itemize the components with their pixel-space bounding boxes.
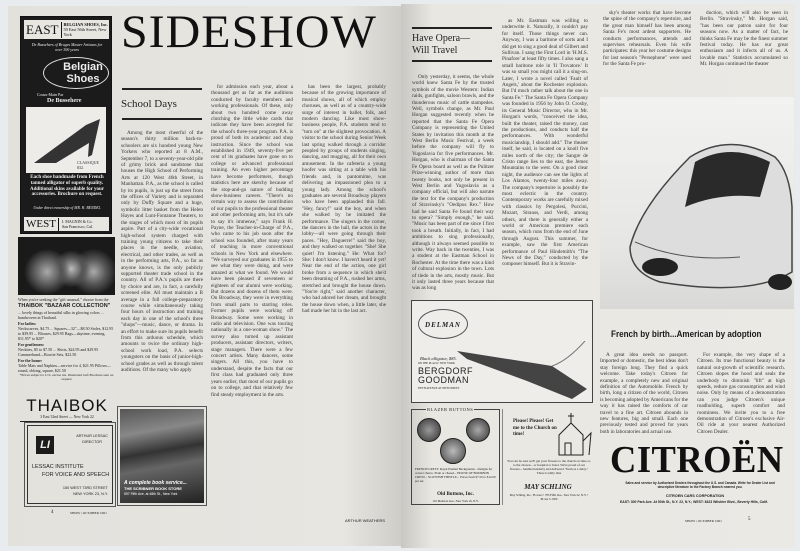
button-image-3 (440, 438, 466, 464)
opera-heading-2: Will Travel (412, 45, 458, 56)
bergdorf-line2: GOODMAN (418, 375, 470, 385)
belgian-shoes-ad (20, 16, 112, 234)
right-page-number: 5 (748, 517, 751, 522)
delman-logo: DELMAN (418, 309, 468, 339)
brand-line2: Shoes (66, 73, 100, 85)
may-schling-ad (502, 409, 593, 505)
gentlemen-head: For gentlemen: (18, 342, 45, 347)
left-folio-issue: SHOW | OCTOBER 1961 (70, 511, 107, 515)
bergdorf-store-line: ON THE PLAZA • NEW YORK (418, 362, 455, 365)
lessac-address-1: 150 WEST 73RD STREET (62, 486, 108, 490)
director-name: ARTHUR LESSAC (76, 434, 108, 438)
thaibok-footnote: *Prices subject to U.S. excise tax. Illustrated Gift Brochure sent on request (19, 373, 114, 381)
citroen-service: Sales and service by Authorized Dealers throughout the U.S. and Canada. Write for Dealer List and descriptive literature to the Factory Branch nearest you. (625, 481, 775, 489)
blazer-address: 110 Madison Ave., New York 16, N.Y. (432, 499, 479, 503)
opera-col4: duction, which will also be seen in Berlin. "Stravinsky," Mr. Horgan said, "has been our patron saint for four seasons now. As a matter of fact, he thinks Santa Fe may be the finest summer festival today. He has our great enthusiasm and it infects all of us. A lovable man." Statistics accumulated so Mr. Horgan continued the theater (700, 10, 788, 68)
home-items: Table Mats and Napkins—service for 4, $21.95 Pillows—round, oblong, square, $21.50 (18, 363, 111, 373)
school-days-col1: Among the most cheerful of the season's thirty million back-to-schoolers are six hundred young New Yorkers who reported at 8 A.M., September 7, to a seventy-year-old pile of grimy brick and sandstone that houses the High School of Performing Arts at 120 West 46th Street, in Manhattan. P.A., as the school is called by its pupils, is just up the street from the offices of Variety and is separated only by Duffy Square and a huge, symbolic litter basket from the Helen Hayes and Lunt-Fontanne Theaters, to the stages of which most of its pupils aspire. Part of a city-wide vocational high-school system charged with training young citizens to take their places in the needle, aviation, electrical, and other trades, as well as in the performing arts, P.A., so far as anyone knows, is the only publicly supported theater trade school in the country. All of P.A.'s pupils are there by choice and are, in fact, a carefully screened elite. All must maintain a B average in a full college-preparatory course while simultaneously taking four hours of instruction and training each day in one of the school's three "shops"—music, dance, or drama. In an effort to make sure its pupils benefit from this arduous schedule, which amounts to twice the ordinary high-school work load, P.A. selects youngsters on the basis of junior-high-school grades as well as through talent auditions. Of the many who apply (121, 130, 203, 374)
article-byline: ARTHUR WEATHERS (345, 518, 386, 523)
scribner-headline: A complete book service... (124, 480, 187, 486)
shoe-model: CLASSIQUE $32. (77, 160, 100, 170)
schling-address: May Schling, Inc., Flowers • 783 Fifth Ave., New York 22, N.Y. • PLaza 3-1500 (509, 493, 589, 501)
ladies-head: For ladies: (18, 321, 37, 326)
thaibok-intro: ... lovely things of beautiful silks in glowing colors ... handwoven in Thailand. (18, 310, 104, 320)
church-illustration (555, 411, 593, 457)
blazer-buttons-ad (411, 409, 500, 505)
west-label: WEST (24, 218, 59, 231)
blazer-title: BLAZER BUTTONS (427, 407, 474, 412)
article-heading-school-days: School Days (121, 98, 177, 110)
lessac-institute-ad (27, 425, 113, 504)
citroen-logo: CITROËN (610, 439, 784, 481)
bookstore-photo (120, 409, 204, 503)
director-title: DIRECTOR (82, 439, 102, 444)
shoe-image (26, 107, 106, 173)
school-days-col2: for admission each year, about a thousand get as far as the auditions conducted by faculty members and working professionals. Of these, only about two hundred come away clutching the little white cards that indicate they have been accepted for the school's three-year program. P.A. is proud of both its academic and shop instruction. Since the school was established in 1949, seventy-five per cent of its graduates have gone on to college or advanced professional training. An even higher percentage have become performers, though statistics here are sketchy because of the stop-and-go nature of budding show-business careers. "There's no certain way to assess the contribution of our pupils to the professional theater and other performing arts, but it's safe to say it's immense," says Frank H. Payne, the Teacher-in-Charge of P.A., who came to his job soon after the school was founded, after many years of teaching in more conventional schools in New York and elsewhere. "We surveyed our graduates in 1955 to see what they were doing, and were amazed at what we found. We would have been pleased if seventeen or eighteen of our alumni were working. But dozens and dozens of them were. On Broadway, they were in everything from small parts to starring roles. Former pupils were working off Broadway. Some were working in radio and television. One was touring nationally in a one-woman show." The survey also turned up assistant producers, assistant directors, writers, stage managers. There were a few concert artists. Many dancers, some singers. All this, you have to understand, despite the facts that our first class had graduated only three years earlier, that most of our pupils go on to college, and that relatively few find steady employment in the arts. (211, 84, 293, 398)
scribner-store: THE SCRIBNER BOOK STORE (124, 486, 182, 491)
button-image-1 (417, 418, 441, 442)
thai-dancers-photo (18, 237, 115, 295)
schling-logo: MAY SCHLING (524, 483, 572, 491)
west-store: I. MAGNIN & Co. (61, 219, 93, 224)
citroen-ds-car-illustration (600, 97, 794, 309)
thaibok-ad (18, 237, 115, 395)
button-image-2 (466, 418, 490, 442)
left-page-number: 4 (51, 510, 54, 515)
opera-col3: sky's theater works that have become the spine of the company's repertoire, and the great man himself has been among Santa Fe's most ardent supporters. He conducts performances, attends and supervises rehearsals. Even his wife participates: this year her costume designs for last season's "Persephone" were used for the Santa Fe pro- (603, 10, 691, 68)
belgian-copy: Each shoe handmade from French tanned alligator of superb quality. Additional skins available for your accessories. Brochure on request. (29, 175, 105, 198)
blazer-brand: Old Buttons, Inc. (437, 492, 474, 497)
thaibok-title: THAIBOK "BAZAAR COLLECTION" (18, 303, 111, 309)
blazer-copy: FRENCH CREST: Royal Enamel Background... Designs for correct choice. Plain or chased... HOUSE OF BOURBON CREST... SCOTTISH THISTLE... Prices from $7.50 to $12.00 per set. (415, 467, 496, 483)
cousu-main: Cousu-Main Par (37, 92, 64, 97)
west-address: San Francisco, Cal. (61, 224, 94, 229)
bergdorf-sub: FIFTH AVENUE AT 58TH STREET (418, 387, 460, 390)
schling-copy: You can be sure we'll get your flowers to the church on time or, to the chosen... or hospital or hotel. We're proud of our flowers... handled tenderly and delivered "fresh as a daisy." There is Only One (507, 459, 591, 475)
east-store: BELGIAN SHOES, Inc. (63, 22, 108, 27)
lessac-name-2: FOR VOICE AND SPEECH (42, 472, 110, 478)
citroen-col1: A great idea needs no passport. Imported or domestic, the best ideas don't stay foreign long. They find a quick welcome. Take today's Citroen for example, a completely new and original definition of the Automobile. French by birth, long a citizen of the world, Citroen is becoming adopted by Americans for the way it has raised the comforts of car travel to a fine art. Citroen abounds in new features, big and small. Each one previously tested and proved for years both in laboratories and actual use. (600, 352, 688, 435)
schling-headline: Please! Please! Get me to the Church on time! (513, 419, 557, 437)
opera-heading-1: Have Opera— (412, 33, 471, 44)
thaibok-caption: When you're seeking the "gift unusual," choose from the (18, 297, 109, 302)
citroen-car-photo (600, 97, 794, 309)
citroen-col2: For example, the very shape of a Citroen. Its true functional beauty is the natural out-growth of scientific research. Citroen slopes the hood and seals the underbody to diminish "lift" at high speeds, reduce gas consumption and wind noise. Only by means of a demonstration can you judge Citroen's unique roadholding, superb comfort and roominess. We invite you to a free demonstration of Citroen's exclusive Air-Oil ride at your nearest Authorized Citroen Dealer. (697, 352, 785, 435)
bergdorf-line1: BERGDORF (418, 366, 474, 376)
maker-name: De Bussehere (47, 98, 82, 104)
east-address: 59 East 56th Street, New York (63, 27, 107, 37)
school-days-col3: has been the largest, probably because of the growing importance of musical shows, all of which employ choruses, as well as of a country-wide surge of interest in ballet, folk, and modern dancing. Like most show-business people, P.A. students tend to "turn on" at the slightest provocation. A visitor to the school during Senior Week last spring walked through a corridor peopled by groups of students singing, dancing, and mugging, all for their own amusement. In the cafeteria a young hoofer was sitting at a table with his friends and, in pantomime, was delivering an impassioned plea to a young lady. Among the school's graduates are several Broadway players who have been applauded this fall. "Hey, fancy!" said the boy, and when she walked by he imitated the performance. The singers in the corner, the dancers in the hall, the actors in the lobby—all were going through their paces. "Hey, Daguerre!" said the boy, and they walked on together. "She! She quiet! I'm listening." He: What for? She: I don't know. I haven't heard it yet! Near the end of the action, one girl broke from a sequence in which she'd been dreaming of P.A., rushed her arms, stretched and brought the house down. "You're right," said another character, who had adored her dream, and brought the house down when, a little later, she had made her hit in the last act. (302, 84, 386, 315)
thaibok-address: 3 East 52nd Street — New York 22 (40, 415, 94, 419)
lessac-logo: LI (36, 436, 54, 454)
ownership: Under direct ownership of MR. H. BENDEL (33, 206, 101, 210)
alligator-shoe-illustration (457, 341, 592, 401)
citroen-branches: EAST: 300 Park Ave. At 50th St., N.Y. 22, N.Y.; WEST: 8423 Wilshire Blvd., Beverly Hills, Calif. (620, 500, 768, 504)
brand-line1: Belgian (63, 61, 103, 73)
citroen-corp: CITROEN CARS CORPORATION (665, 494, 725, 498)
belgian-tagline: De Bussehers of Bruges Master Artisans for over 300 years (31, 42, 103, 52)
opera-col2: as Mr. Eastman was willing to underwrite it. Naturally, it couldn't pay for itself. Those things never can. Anyway, I was a baritone of sorts and I did get to sing a good deal of Gilbert and Sullivan. I sang the First Lord in 'H.M.S. Pinafore' at least fifty times. I also sang a small baritone role in 'Il Trovatore.' It was so small you might call it a sing-on. Later, I wrote a novel called 'Fault of Angels,' about the Rochester explosion. But I'd much rather talk about the one in Santa Fe." The Santa Fe Opera Company was founded in 1956 by John O. Crosby, its General Music Director, who in Mr. Horgan's words, "conceived the idea, built the theater, raised the money, cast the productions, and conducts half the performances. With wonderful musicianship, I should add." The theater itself, he said, is located on a knoll five miles north of the city; the Sangre de Cristo range lies to the east, the Jemez Mountains to the west. On a good clear night, the audience can see the lights of Los Alamos, twenty-four miles away. The company's repertoire is possibly the most eclectic in the country. Contemporary works are carefully mixed with classics by Pergolesi, Puccini, Mozart, Strauss, and Verdi, among others, and there is generally either a world or American premiere each season, which runs from the end of June through August. This summer, for example, saw the first American performance of Paul Hindemith's "The News of the Day," conducted by the composer himself. But it is Stravin- (502, 18, 588, 268)
scribner-address: 597 Fifth Ave. at 48th St., New York (124, 492, 178, 496)
thaibok-logo: THAIBOK (26, 396, 108, 415)
delman-bergdorf-ad (411, 300, 593, 403)
lessac-address-2: NEW YORK 23, N.Y. (73, 491, 108, 496)
east-label: EAST (24, 22, 62, 38)
scribner-ad (117, 406, 207, 506)
citroen-headline: French by birth...American by adoption (611, 329, 762, 339)
opera-col1: Only yesterday, it seems, the whole world knew Santa Fe by the trusted symbols of the movie Western: Indian raids, gunfights, saloon brawls, and the thunderous music of cattle stampedes. Well, symbols change, as Mr. Paul Horgan suggested recently when he reported that the Santa Fe Opera Company is representing the United States by invitation this month at the West Berlin Music Festival, a week before the company will fly to Yugoslavia for five performances. Mr. Horgan, who is chairman of the Santa Fe Opera board as well as the Pulitzer Prize-winning author of more than twenty books, not only be present in West Berlin and Yugoslavia as a company official, but will also narrate the text for the company's production of Stravinsky's "Oedipus Rex." How had he said Santa Fe found their way to opera? "Simply enough," he said. "Music has been part of me since I first took a breath. Initially, in fact, I had ambitions to sing professionally, although it always seemed possible to write. Way back in the twenties, I was a student at the Eastman School in Rochester. At the time there was a kind of cultural explosion in the town. Lots of tiedo in the arts, mostly music. But it only lasted three years because that was as long (412, 74, 494, 292)
right-folio-issue: SHOW | OCTOBER 1961 (685, 519, 722, 523)
lessac-name-1: LESSAC INSTITUTE (32, 464, 84, 470)
ladies-items: Neckscarves, $4.75 ... Squares—32"—$8.50 Stoles, $12.95 to $39.95 ... Blouses, $29.95 Bags—daytime, evening, $11.95* to $20* (18, 326, 114, 341)
masthead-title: SIDESHOW (121, 6, 377, 58)
delman-product: Black alligator, $85. (420, 356, 457, 361)
home-head: For the home: (18, 358, 43, 363)
gentlemen-items: Neckties, $5 to $7.50 ... Shirts, $24.95 and $29.95 Cummerbund—Bowtie Sets, $22.50 (18, 347, 99, 357)
